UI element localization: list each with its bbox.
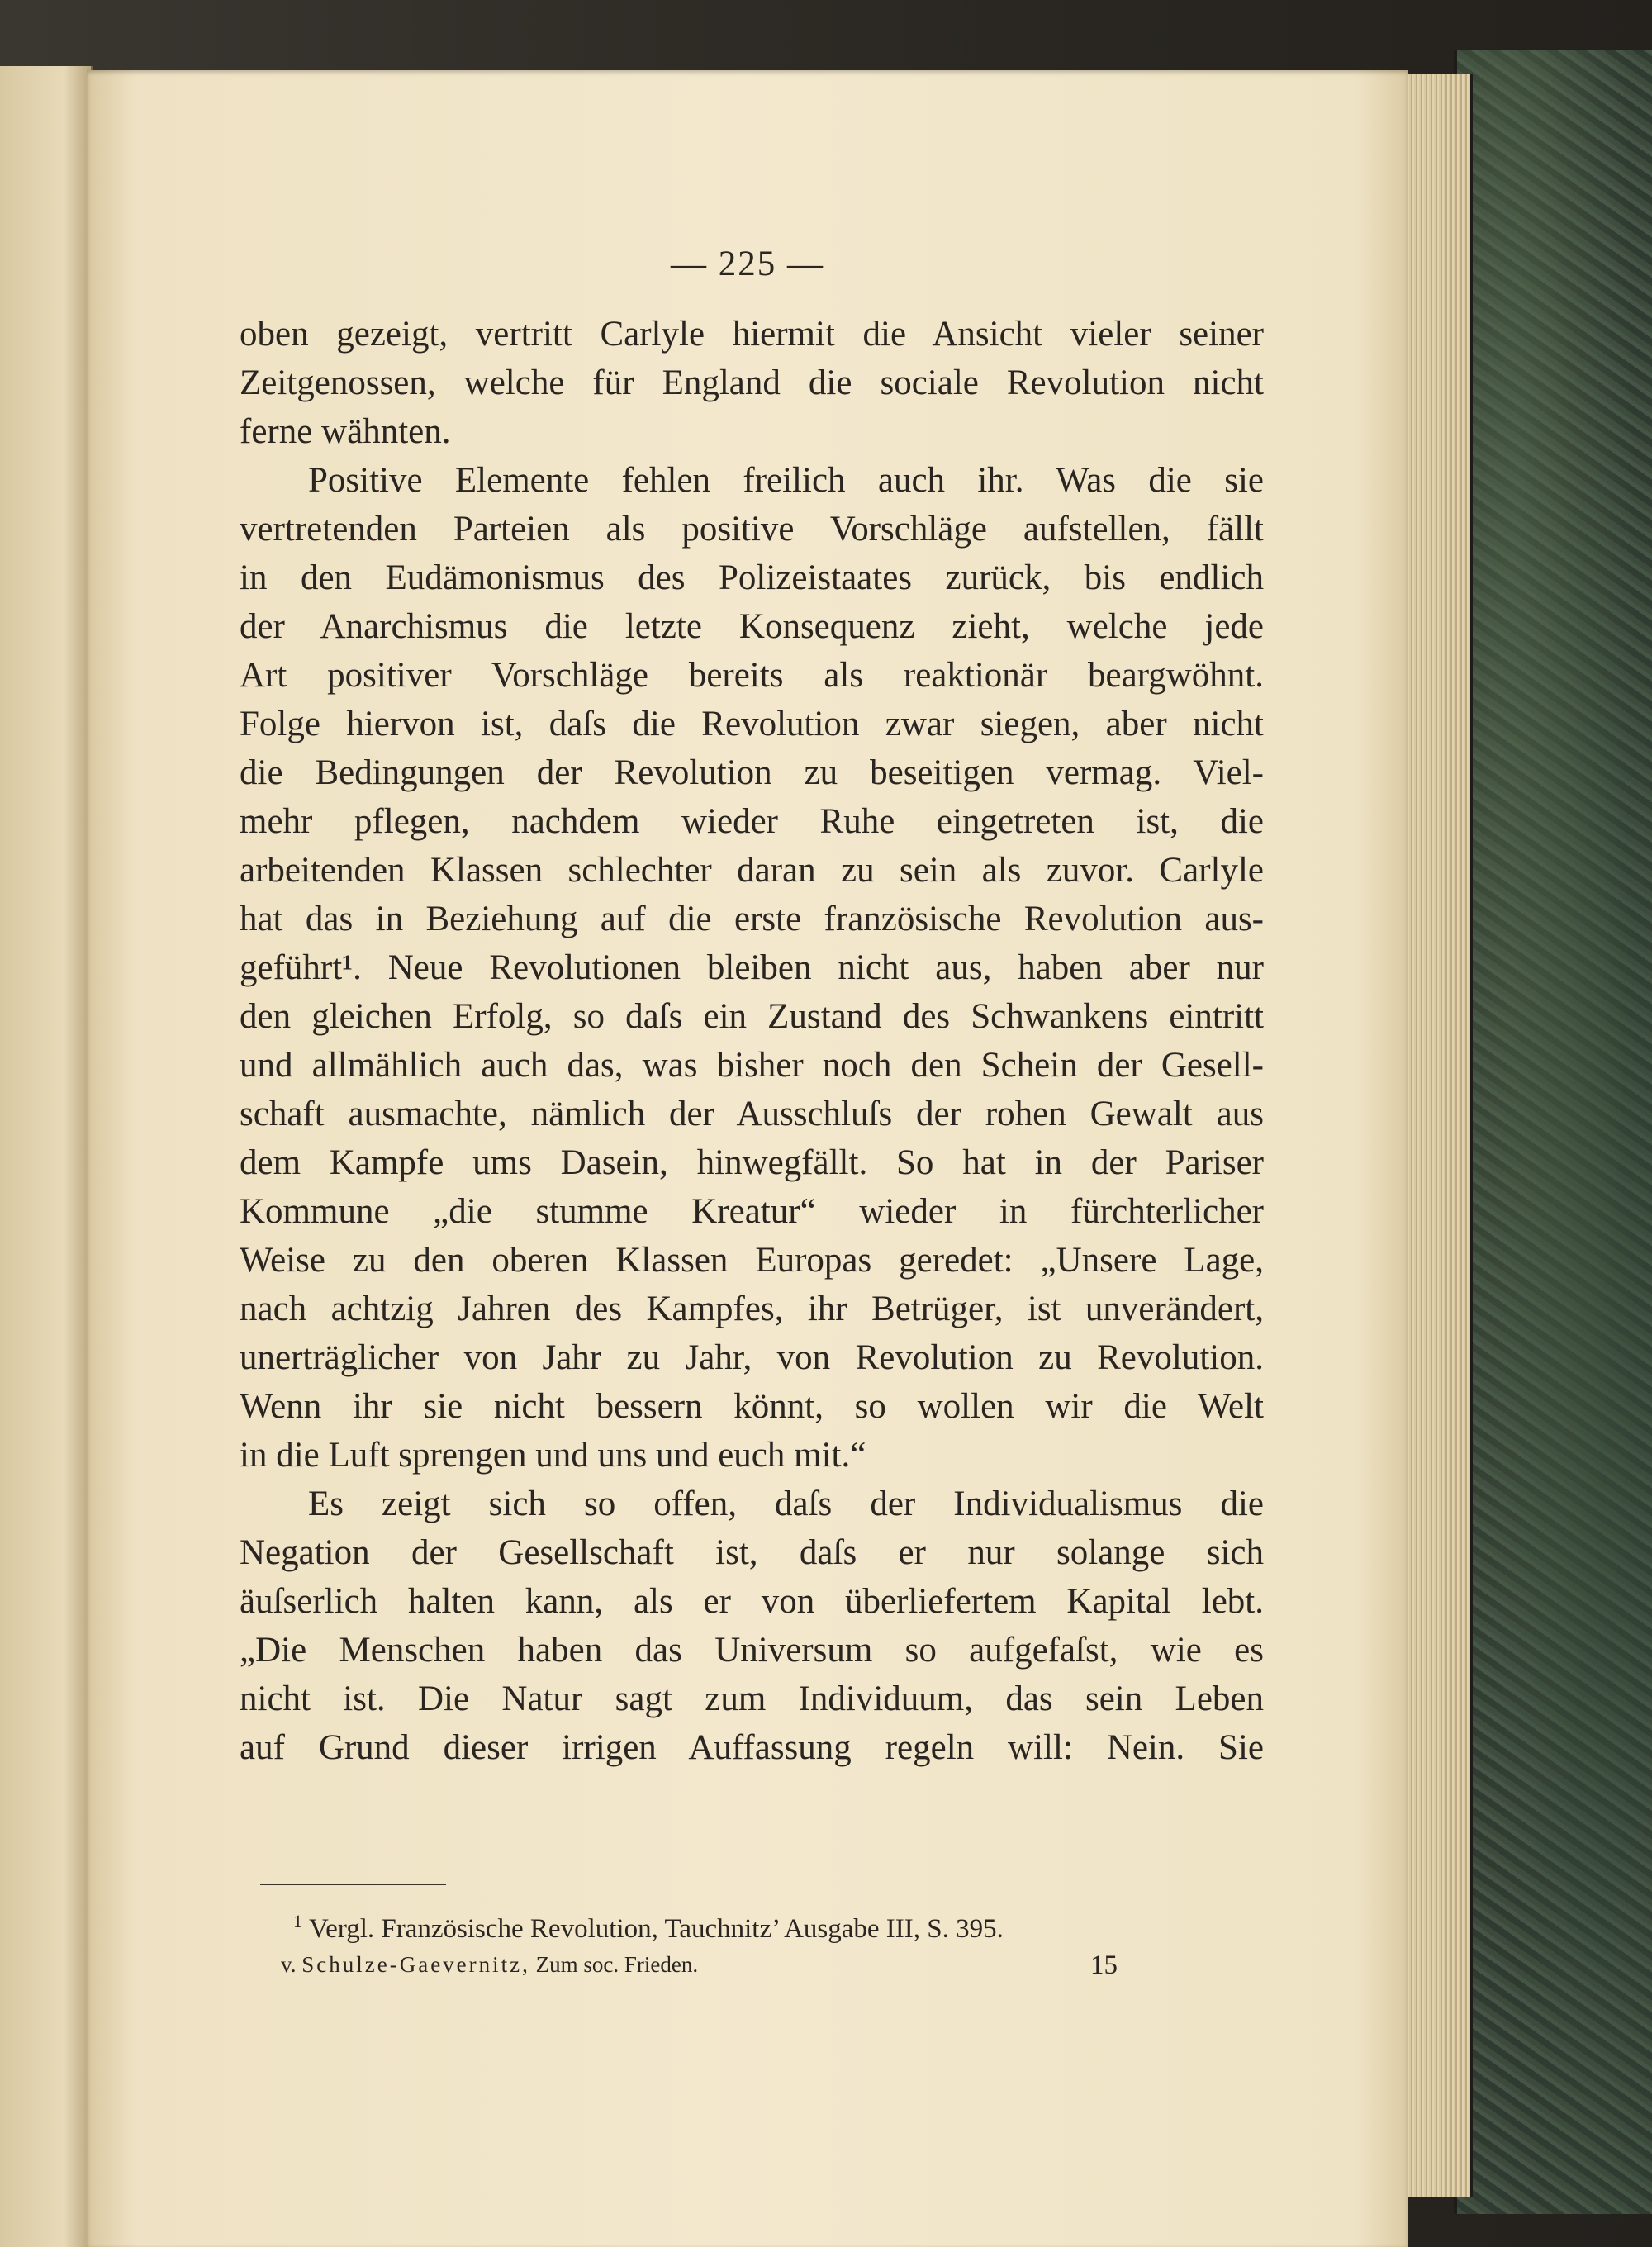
text-line: schaft ausmachte, nämlich der Ausschluſs der rohen Gewalt aus <box>240 1095 1264 1133</box>
text-line: nach achtzig Jahren des Kampfes, ihr Betrüger, ist unverändert, <box>240 1290 1264 1328</box>
text-line: Art positiver Vorschläge bereits als reaktionär beargwöhnt. <box>240 656 1264 695</box>
text-line: geführt¹. Neue Revolutionen bleiben nicht aus, haben aber nur <box>240 948 1264 987</box>
text-line: Zeitgenossen, welche für England die sociale Revolution nicht <box>240 363 1264 402</box>
text-line: ferne wähnten. <box>240 412 451 451</box>
text-line: Folge hiervon ist, daſs die Revolution zwar siegen, aber nicht <box>240 705 1264 743</box>
text-line: Positive Elemente fehlen freilich auch ihr. Was die sie <box>308 461 1264 500</box>
page-edges <box>1404 74 1473 2197</box>
footnote-text: Vergl. Französische Revolution, Tauchnitz’ Ausgabe III, S. 395. <box>309 1914 1004 1944</box>
page-number: — 225 — <box>671 245 824 283</box>
text-line: Weise zu den oberen Klassen Europas geredet: „Unsere Lage, <box>240 1241 1264 1280</box>
signature-author: Schulze-Gaevernitz, <box>301 1952 530 1977</box>
text-line: auf Grund dieser irrigen Auffassung regeln will: Nein. Sie <box>240 1728 1264 1767</box>
text-line: die Bedingungen der Revolution zu beseitigen vermag. Viel- <box>240 753 1264 792</box>
text-line: und allmählich auch das, was bisher noch den Schein der Gesell- <box>240 1046 1264 1085</box>
printer-signature <box>281 1952 1123 1978</box>
text-line: vertretenden Parteien als positive Vorschläge aufstellen, fällt <box>240 510 1264 549</box>
text-line: Es zeigt sich so offen, daſs der Individualismus die <box>308 1485 1264 1523</box>
footnote <box>293 1911 1004 1945</box>
text-line: oben gezeigt, vertritt Carlyle hiermit die Ansicht vieler seiner <box>240 315 1264 354</box>
text-line: in den Eudämonismus des Polizeistaates zurück, bis endlich <box>240 558 1264 597</box>
text-line: dem Kampfe ums Dasein, hinwegfällt. So hat in der Pariser <box>240 1143 1264 1182</box>
body-text <box>240 310 1264 1772</box>
text-line: der Anarchismus die letzte Konsequenz zieht, welche jede <box>240 607 1264 646</box>
text-line: unerträglicher von Jahr zu Jahr, von Revolution zu Revolution. <box>240 1338 1264 1377</box>
text-line: Negation der Gesellschaft ist, daſs er nur solange sich <box>240 1533 1264 1572</box>
signature-prefix: v. <box>281 1952 297 1977</box>
text-line: „Die Menschen haben das Universum so aufgefaſst, wie es <box>240 1631 1264 1670</box>
footnote-marker: 1 <box>293 1911 302 1931</box>
sheet-number: 15 <box>1090 1950 1118 1980</box>
text-line: den gleichen Erfolg, so daſs ein Zustand des Schwankens eintritt <box>240 997 1264 1036</box>
text-line: hat das in Beziehung auf die erste französische Revolution aus- <box>240 900 1264 938</box>
signature-title: Zum soc. Frieden. <box>535 1952 699 1977</box>
footnote-rule <box>260 1884 446 1885</box>
text-line: Wenn ihr sie nicht bessern könnt, so wollen wir die Welt <box>240 1387 1264 1426</box>
text-line: nicht ist. Die Natur sagt zum Individuum, das sein Leben <box>240 1679 1264 1718</box>
text-line: Kommune „die stumme Kreatur“ wieder in fürchterlicher <box>240 1192 1264 1231</box>
text-line: in die Luft sprengen und uns und euch mit.“ <box>240 1436 866 1475</box>
text-line: mehr pflegen, nachdem wieder Ruhe eingetreten ist, die <box>240 802 1264 841</box>
previous-page-edge <box>0 66 93 2247</box>
marbled-back-cover <box>1454 50 1652 2214</box>
text-line: arbeitenden Klassen schlechter daran zu sein als zuvor. Carlyle <box>240 851 1264 890</box>
text-line: äuſserlich halten kann, als er von überliefertem Kapital lebt. <box>240 1582 1264 1621</box>
book-page <box>87 70 1408 2247</box>
